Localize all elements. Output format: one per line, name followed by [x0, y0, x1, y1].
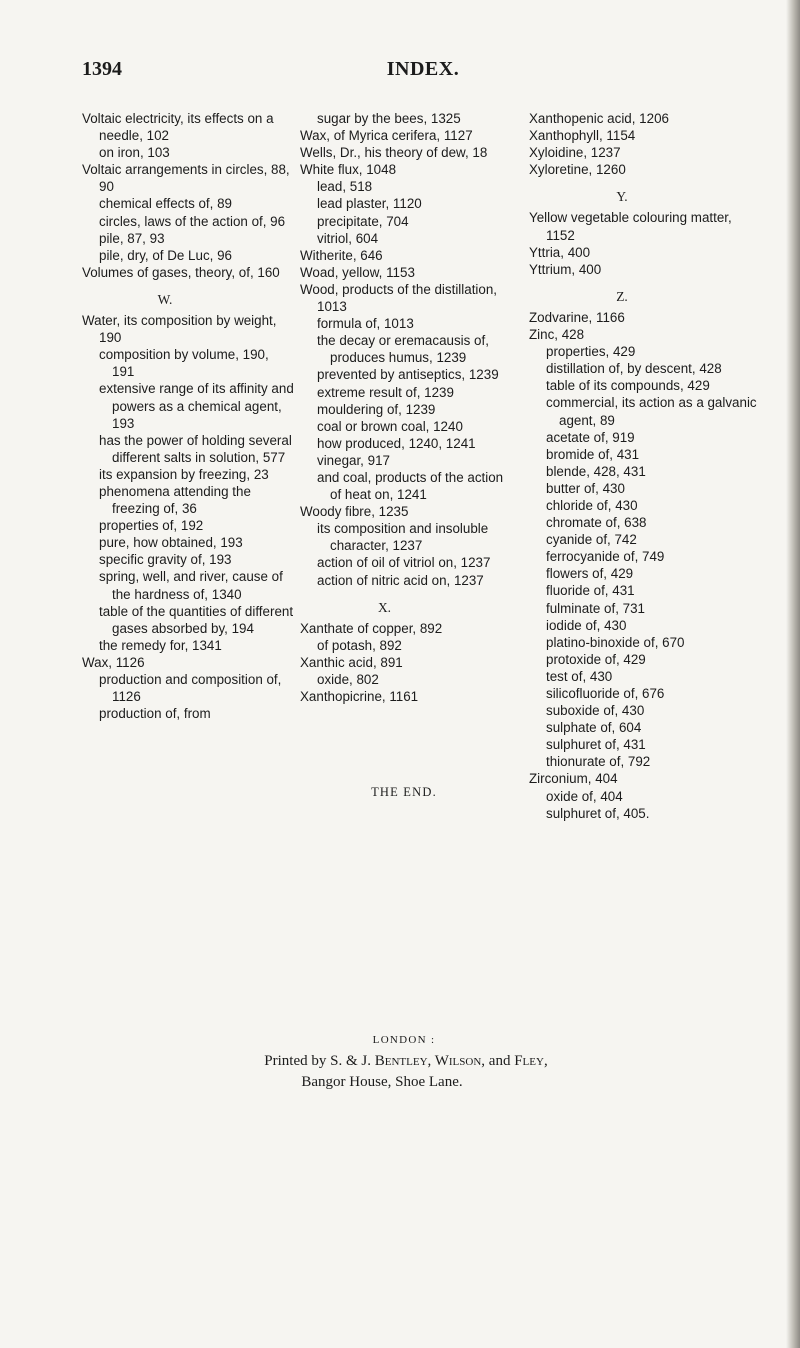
index-subentry: extensive range of its affinity and powers as a chemical agent, 193 — [99, 381, 294, 431]
index-entry: Zirconium, 404 — [529, 771, 618, 787]
index-entry: White flux, 1048 — [300, 162, 397, 178]
index-entry: Volumes of gases, theory, of, 160 — [82, 264, 280, 280]
index-entry: Voltaic arrangements in circles, 88, 90 — [82, 162, 290, 195]
index-subentry: flowers of, 429 — [546, 566, 634, 582]
index-subentry: phenomena attending the freezing of, 36 — [99, 483, 251, 517]
index-entry: Xanthic acid, 891 — [300, 654, 403, 670]
index-column-3 — [529, 110, 761, 822]
index-entry: Wax, 1126 — [82, 654, 145, 670]
index-entry: Xanthophyll, 1154 — [529, 128, 636, 144]
index-subentry: blende, 428, 431 — [546, 463, 646, 479]
index-entry: Yttria, 400 — [529, 244, 591, 260]
index-subentry: table of the quantities of different gases absorbed by, 194 — [99, 603, 294, 636]
index-subentry: the decay or eremacausis of, produces humus, 1239 — [317, 333, 489, 366]
index-subentry: action of nitric acid on, 1237 — [317, 572, 484, 588]
index-entry: Zinc, 428 — [529, 327, 585, 343]
index-subentry: production of, from — [99, 706, 211, 722]
index-column-1 — [82, 110, 294, 722]
index-subentry: fluoride of, 431 — [546, 583, 635, 599]
index-subentry: chemical effects of, 89 — [99, 196, 232, 212]
index-subentry: pile, dry, of De Luc, 96 — [99, 247, 232, 263]
index-subentry: sugar by the bees, 1325 — [317, 111, 461, 126]
index-entry: Wells, Dr., his theory of dew, 18 — [300, 145, 488, 161]
section-letter: W. — [157, 291, 173, 307]
index-subentry: sulphuret of, 405. — [546, 805, 650, 821]
index-subentry: its composition and insoluble character, 1237 — [317, 521, 489, 554]
index-entry: Woody fibre, 1235 — [300, 504, 409, 520]
index-entry: Yttrium, 400 — [529, 261, 602, 277]
index-subentry: composition by volume, 190, 191 — [99, 347, 269, 380]
index-subentry: spring, well, and river, cause of the hardness of, 1340 — [99, 569, 283, 602]
index-column-2 — [300, 110, 515, 705]
imprint-printers: S. & J. Bentley, Wilson, — [330, 1053, 486, 1069]
index-subentry: pure, how obtained, 193 — [99, 535, 243, 551]
index-entry: Xanthopenic acid, 1206 — [529, 111, 669, 126]
index-entry: Xanthate of copper, 892 — [300, 620, 443, 636]
index-subentry: how produced, 1240, 1241 — [317, 435, 476, 451]
index-subentry: properties of, 192 — [99, 518, 204, 534]
imprint-partner: Fley, — [514, 1053, 548, 1069]
index-entry: Xyloretine, 1260 — [529, 162, 626, 178]
index-entry: Wax, of Myrica cerifera, 1127 — [300, 128, 473, 144]
index-entry: Voltaic electricity, its effects on a needle, 102 — [82, 111, 274, 144]
index-subentry: circles, laws of the action of, 96 — [99, 213, 286, 229]
index-subentry: sulphate of, 604 — [546, 720, 642, 736]
index-subentry: silicofluoride of, 676 — [546, 686, 665, 701]
section-letter: Z. — [616, 288, 628, 304]
index-entry: Xyloidine, 1237 — [529, 145, 621, 161]
index-entry: Zodvarine, 1166 — [529, 309, 625, 325]
imprint-printer-line — [0, 1053, 800, 1070]
index-subentry: vitriol, 604 — [317, 230, 379, 246]
index-entry: Wood, products of the distillation, 1013 — [300, 281, 498, 315]
index-subentry: thionurate of, 792 — [546, 754, 651, 770]
index-subentry: precipitate, 704 — [317, 213, 409, 229]
imprint-address: Bangor House, Shoe Lane. — [301, 1074, 463, 1090]
index-subentry: on iron, 103 — [99, 145, 170, 161]
index-entry: Woad, yellow, 1153 — [300, 264, 415, 280]
index-subentry: table of its compounds, 429 — [546, 378, 710, 394]
index-subentry: iodide of, 430 — [546, 617, 627, 633]
page-title: INDEX. — [386, 58, 460, 80]
index-subentry: chloride of, 430 — [546, 497, 638, 513]
index-subentry: and coal, products of the action of heat on, 1241 — [317, 469, 504, 503]
index-subentry: distillation of, by descent, 428 — [546, 361, 722, 377]
index-subentry: specific gravity of, 193 — [99, 552, 232, 568]
index-entry: Yellow vegetable colouring matter, 1152 — [529, 210, 732, 243]
index-subentry: bromide of, 431 — [546, 446, 640, 462]
index-subentry: oxide, 802 — [317, 672, 379, 687]
index-subentry: vinegar, 917 — [317, 452, 390, 468]
index-subentry: acetate of, 919 — [546, 429, 635, 445]
index-subentry: formula of, 1013 — [317, 316, 414, 332]
index-subentry: suboxide of, 430 — [546, 703, 645, 719]
index-subentry: extreme result of, 1239 — [317, 384, 454, 400]
imprint-printed-by: Printed by — [264, 1053, 327, 1069]
index-entry: Witherite, 646 — [300, 247, 383, 263]
index-subentry: has the power of holding several different salts in solution, 577 — [99, 432, 292, 465]
section-letter: X. — [377, 599, 392, 615]
index-subentry: pile, 87, 93 — [99, 230, 165, 246]
index-subentry: its expansion by freezing, 23 — [99, 466, 269, 482]
index-subentry: action of oil of vitriol on, 1237 — [317, 555, 491, 571]
index-subentry: lead, 518 — [317, 179, 373, 195]
index-subentry: test of, 430 — [546, 668, 613, 684]
index-subentry: prevented by antiseptics, 1239 — [317, 367, 499, 383]
index-entry: Xanthopicrine, 1161 — [300, 689, 419, 705]
index-subentry: fulminate of, 731 — [546, 600, 646, 616]
page-edge-shadow — [786, 0, 800, 1348]
index-subentry: of potash, 892 — [317, 637, 402, 653]
index-subentry: oxide of, 404 — [546, 788, 623, 804]
index-subentry: protoxide of, 429 — [546, 651, 646, 667]
index-subentry: lead plaster, 1120 — [317, 196, 422, 212]
index-subentry: mouldering of, 1239 — [317, 401, 436, 417]
index-entry: Water, its composition by weight, 190 — [82, 313, 277, 346]
index-subentry: coal or brown coal, 1240 — [317, 418, 463, 434]
section-letter: Y. — [616, 189, 628, 205]
imprint-city: LONDON : — [372, 1034, 436, 1046]
index-subentry: cyanide of, 742 — [546, 532, 637, 548]
index-subentry: butter of, 430 — [546, 480, 625, 496]
page-header — [82, 58, 764, 84]
index-subentry: commercial, its action as a galvanic agent, 89 — [546, 395, 757, 428]
index-subentry: properties, 429 — [546, 344, 636, 360]
the-end-label: THE END. — [371, 785, 437, 799]
index-subentry: ferrocyanide of, 749 — [546, 549, 665, 565]
index-subentry: platino-binoxide of, 670 — [546, 634, 685, 650]
index-subentry: chromate of, 638 — [546, 515, 647, 531]
index-subentry: production and composition of, 1126 — [99, 672, 282, 705]
page-number: 1394 — [82, 58, 122, 80]
imprint-and: and — [488, 1053, 511, 1069]
index-subentry: the remedy for, 1341 — [99, 637, 222, 653]
index-subentry: sulphuret of, 431 — [546, 737, 646, 753]
